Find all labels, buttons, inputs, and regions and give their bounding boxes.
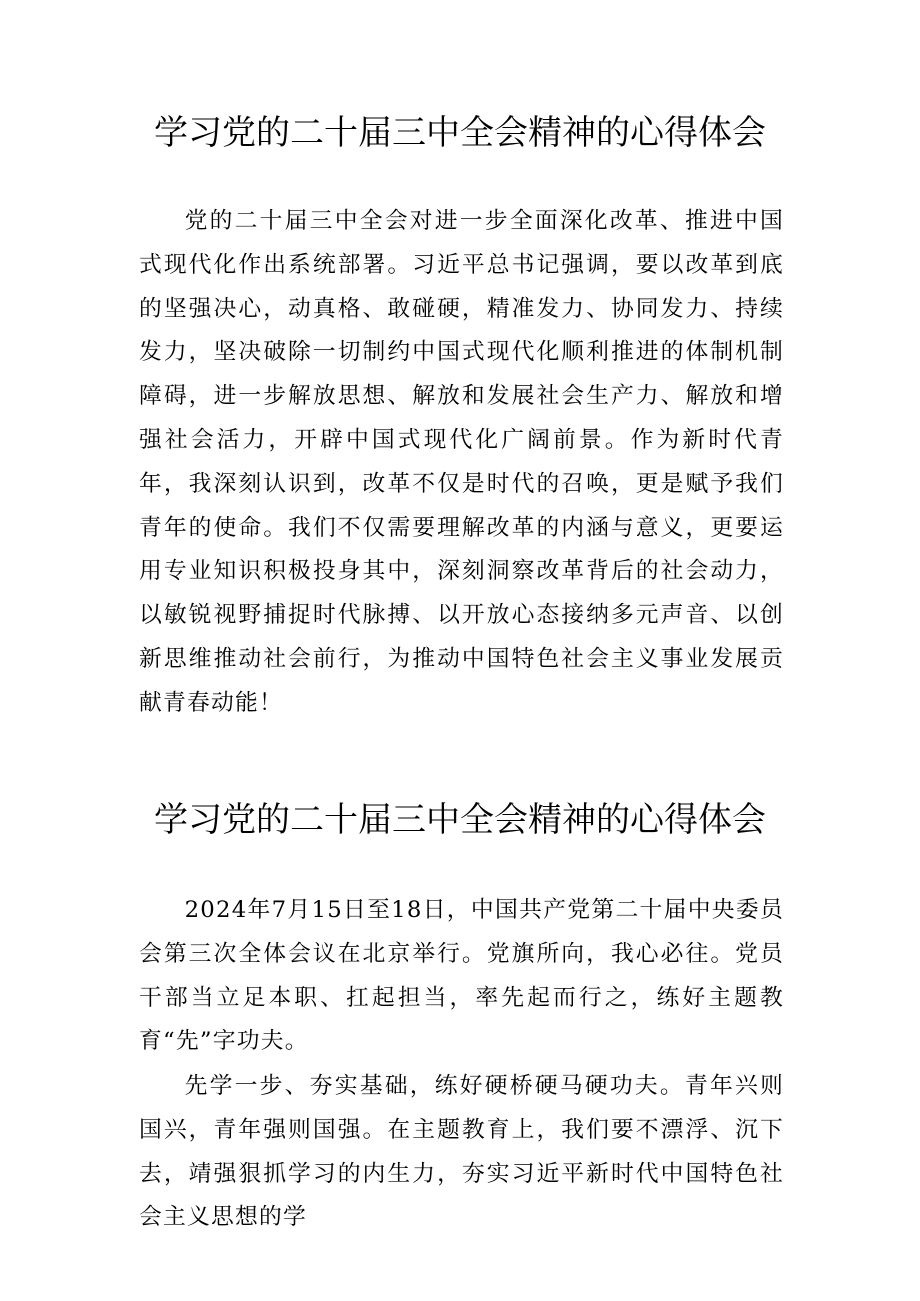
section-paragraph: 党的二十届三中全会对进一步全面深化改革、推进中国式现代化作出系统部署。习近平总书记强调，要以改革到底的坚强决心，动真格、敢碰硬，精准发力、协同发力、持续发力，坚决破除一切制约中国式现代化顺利推进的体制机制障碍，进一步解放思想、解放和发展社会生产力、解放和增强社会活力，开辟中国式现代化广阔前景。作为新时代青年，我深刻认识到，改革不仅是时代的召唤，更是赋予我们青年的使命。我们不仅需要理解改革的内涵与意义，更要运用专业知识积极投身其中，深刻洞察改革背后的社会动力，以敏锐视野捕捉时代脉搏、以开放心态接纳多元声音、以创新思维推动社会前行，为推动中国特色社会主义事业发展贡献青春动能！ [139, 208, 784, 716]
section-paragraph: 先学一步、夯实基础，练好硬桥硬马硬功夫。青年兴则国兴，青年强则国强。在主题教育上，我们要不漂浮、沉下去，靖强狠抓学习的内生力，夯实习近平新时代中国特色社会主义思想的学 [139, 1073, 784, 1231]
section-title: 学习党的二十届三中全会精神的心得体会 [154, 113, 766, 153]
section-paragraph: 2024年7月15日至18日，中国共产党第二十届中央委员会第三次全体会议在北京举行。党旗所向，我心必往。党员干部当立足本职、扛起担当，率先起而行之，练好主题教育“先”字功夫。 [139, 897, 784, 1055]
section-title: 学习党的二十届三中全会精神的心得体会 [154, 800, 766, 840]
